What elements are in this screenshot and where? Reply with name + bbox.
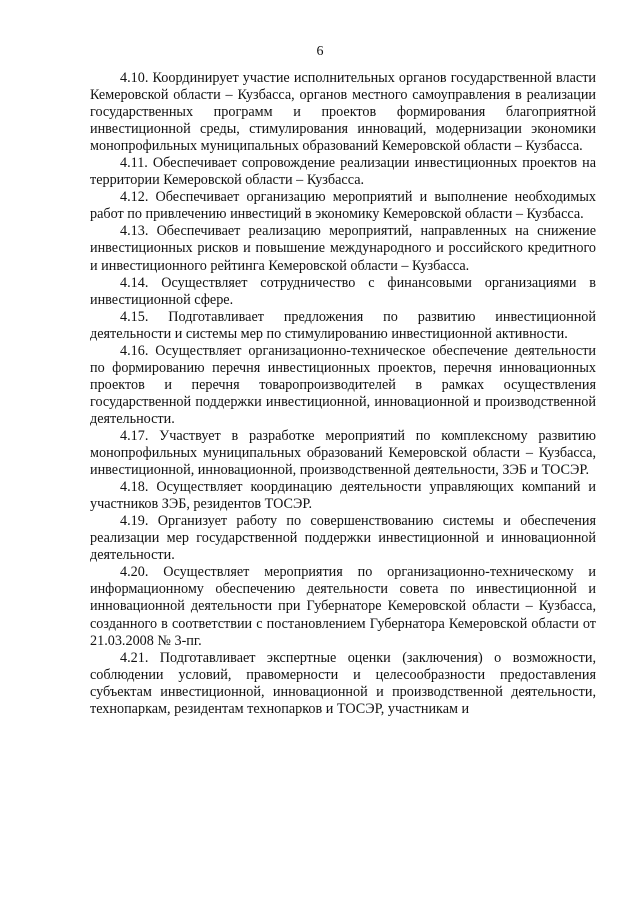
paragraph-4-17: 4.17. Участвует в разработке мероприятий по комплексному развитию монопрофильных муниципальных образований Кемеровской области – Кузбасса, инвестиционной, инновационной, производственной деятельности, ЗЭБ и ТОСЭР. <box>90 427 596 479</box>
paragraph-4-18: 4.18. Осуществляет координацию деятельности управляющих компаний и участников ЗЭБ, резидентов ТОСЭР. <box>90 479 596 513</box>
document-body <box>90 70 596 718</box>
page-number: 6 <box>316 44 324 59</box>
paragraph-4-19: 4.19. Организует работу по совершенствованию системы и обеспечения реализации мер государственной поддержки инвестиционной и инновационной деятельности. <box>90 513 596 564</box>
paragraph-4-11: 4.11. Обеспечивает сопровождение реализации инвестиционных проектов на территории Кемеровской области – Кузбасса. <box>90 155 596 189</box>
paragraph-4-13: 4.13. Обеспечивает реализацию мероприятий, направленных на снижение инвестиционных рисков и повышение международного и российского кредитного и инвестиционного рейтинга Кемеровской области – Кузбасса. <box>90 223 596 274</box>
paragraph-4-14: 4.14. Осуществляет сотрудничество с финансовыми организациями в инвестиционной сфере. <box>90 274 596 308</box>
paragraph-4-20: 4.20. Осуществляет мероприятия по организационно-техническому и информационному обеспечению деятельности совета по инвестиционной и инновационной деятельности при Губернаторе Кемеровской области – Кузбасса, созданного в соответствии с постановлением Губернатора Кемеровской области от 21.03.2008 № 3-пг. <box>90 564 596 649</box>
paragraph-4-12: 4.12. Обеспечивает организацию мероприятий и выполнение необходимых работ по привлечению инвестиций в экономику Кемеровской области – Кузбасса. <box>90 189 596 223</box>
paragraph-4-15: 4.15. Подготавливает предложения по развитию инвестиционной деятельности и системы мер по стимулированию инвестиционной активности. <box>90 308 596 342</box>
paragraph-4-21: 4.21. Подготавливает экспертные оценки (заключения) о возможности, соблюдении условий, правомерности и целесообразности предоставления субъектам инвестиционной, инновационной и производственной деятельности, технопаркам, резидентам технопарков и ТОСЭР, участникам и <box>90 649 596 717</box>
paragraph-4-10: 4.10. Координирует участие исполнительных органов государственной власти Кемеровской области – Кузбасса, органов местного самоуправления в реализации государственных программ и проектов формирования благоприятной инвестиционной среды, стимулирования инноваций, модернизации экономики монопрофильных муниципальных образований Кемеровской области – Кузбасса. <box>90 70 596 155</box>
paragraph-4-16: 4.16. Осуществляет организационно-техническое обеспечение деятельности по формированию перечня инвестиционных проектов, перечня инновационных проектов и перечня товаропроизводителей в рамках осуществления государственной поддержки инвестиционной, инновационной и производственной деятельности. <box>90 342 596 427</box>
